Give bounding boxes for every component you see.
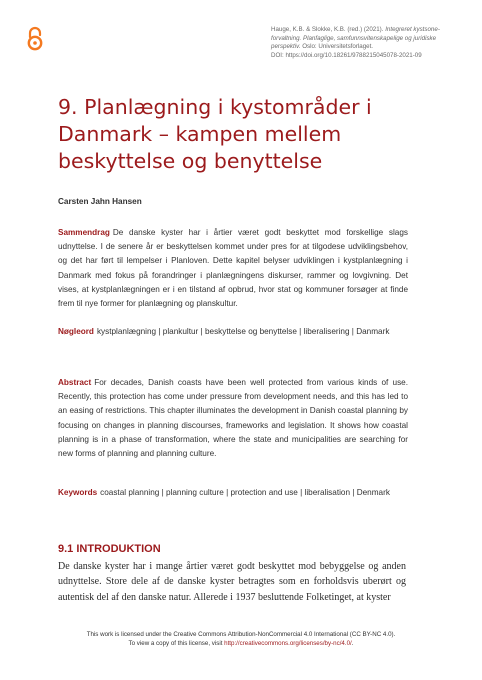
citation [271,26,461,60]
license-notice [30,631,452,648]
license-line-1: This work is licensed under the Creative Commons Attribution-NonCommercial 4.0 International (CC BY-NC 4.0). [86,631,396,638]
keywords-en-text: coastal planning | planning culture | protection and use | liberalisation | Denmark [100,488,390,497]
keywords-da-block [58,325,408,339]
keywords-da-label: Nøgleord [58,327,94,336]
keywords-en-block [58,486,408,500]
citation-prefix: Hauge, K.B. & Slokke, K.B. (red.) (2021). [271,26,386,33]
author-name: Carsten Jahn Hansen [58,197,142,206]
license-line-2-suffix: . [351,639,354,647]
summary-label: Sammendrag [58,228,110,237]
chapter-title: 9. Planlægning i kystområder i Danmark – kampen mellem beskyttelse og benyttelse [58,95,372,173]
abstract-text: For decades, Danish coasts have been well protected from various kinds of use. Recently, this protection has come under pressure from development needs, and this has led to an easing of restrictions. This chapter illuminates the development in Danish coastal planning by focusing on changes in planning discourses, frameworks and legislation. It shows how coastal planning is in a phase of transformation, where the state and municipalities are searching for new forms of planning and planning culture. [58,378,408,459]
open-access-icon [26,26,44,52]
summary-text: De danske kyster har i årtier været godt beskyttet mod forskellige slags udnyttelse. I de senere år er beskyttelsen kommet under pres for at tilgodese udviklingsbehov, og det har ført til lempelser i Planloven. Dette kapitel belyser udviklingen i kystplanlægning i Danmark med fokus på forandringer i planlægningens diskurser, rammer og lovgivning. Det vises, at kystplanlægningen er i en tilstand af opbrud, hvor stat og kommuner forsøger at finde frem til nye former for planlægning og planskultur. [58,228,408,309]
abstract-block [58,376,408,461]
keywords-en-label: Keywords [58,488,98,497]
license-link[interactable]: http://creativecommons.org/licenses/by-nc/4.0/ [224,639,352,647]
license-line-2-prefix: To view a copy of this license, visit [128,639,225,647]
summary-block [58,226,408,311]
section-heading: 9.1 INTRODUKTION [58,543,161,555]
citation-title: Integreret kystsoneforvaltning. Planfaglige, samfunnsvitenskapelige og juridiske perspektiv. [271,26,440,51]
citation-doi: DOI: https://doi.org/10.18261/9788215045078-2021-09 [271,51,422,59]
keywords-da-text: kystplanlægning | plankultur | beskyttelse og benyttelse | liberalisering | Danmark [96,327,390,336]
citation-publisher: Oslo: Universitetsforlaget. [300,43,374,51]
abstract-label: Abstract [58,378,92,387]
section-body-text: De danske kyster har i mange årtier været godt beskyttet mod bebyggelse og anden udnyttelse. Store dele af de danske kyster betragtes som en forholdsvis uberørt og autentisk del af den danske natur. Allerede i 1937 besluttende Folketinget, at kyster [58,561,406,603]
